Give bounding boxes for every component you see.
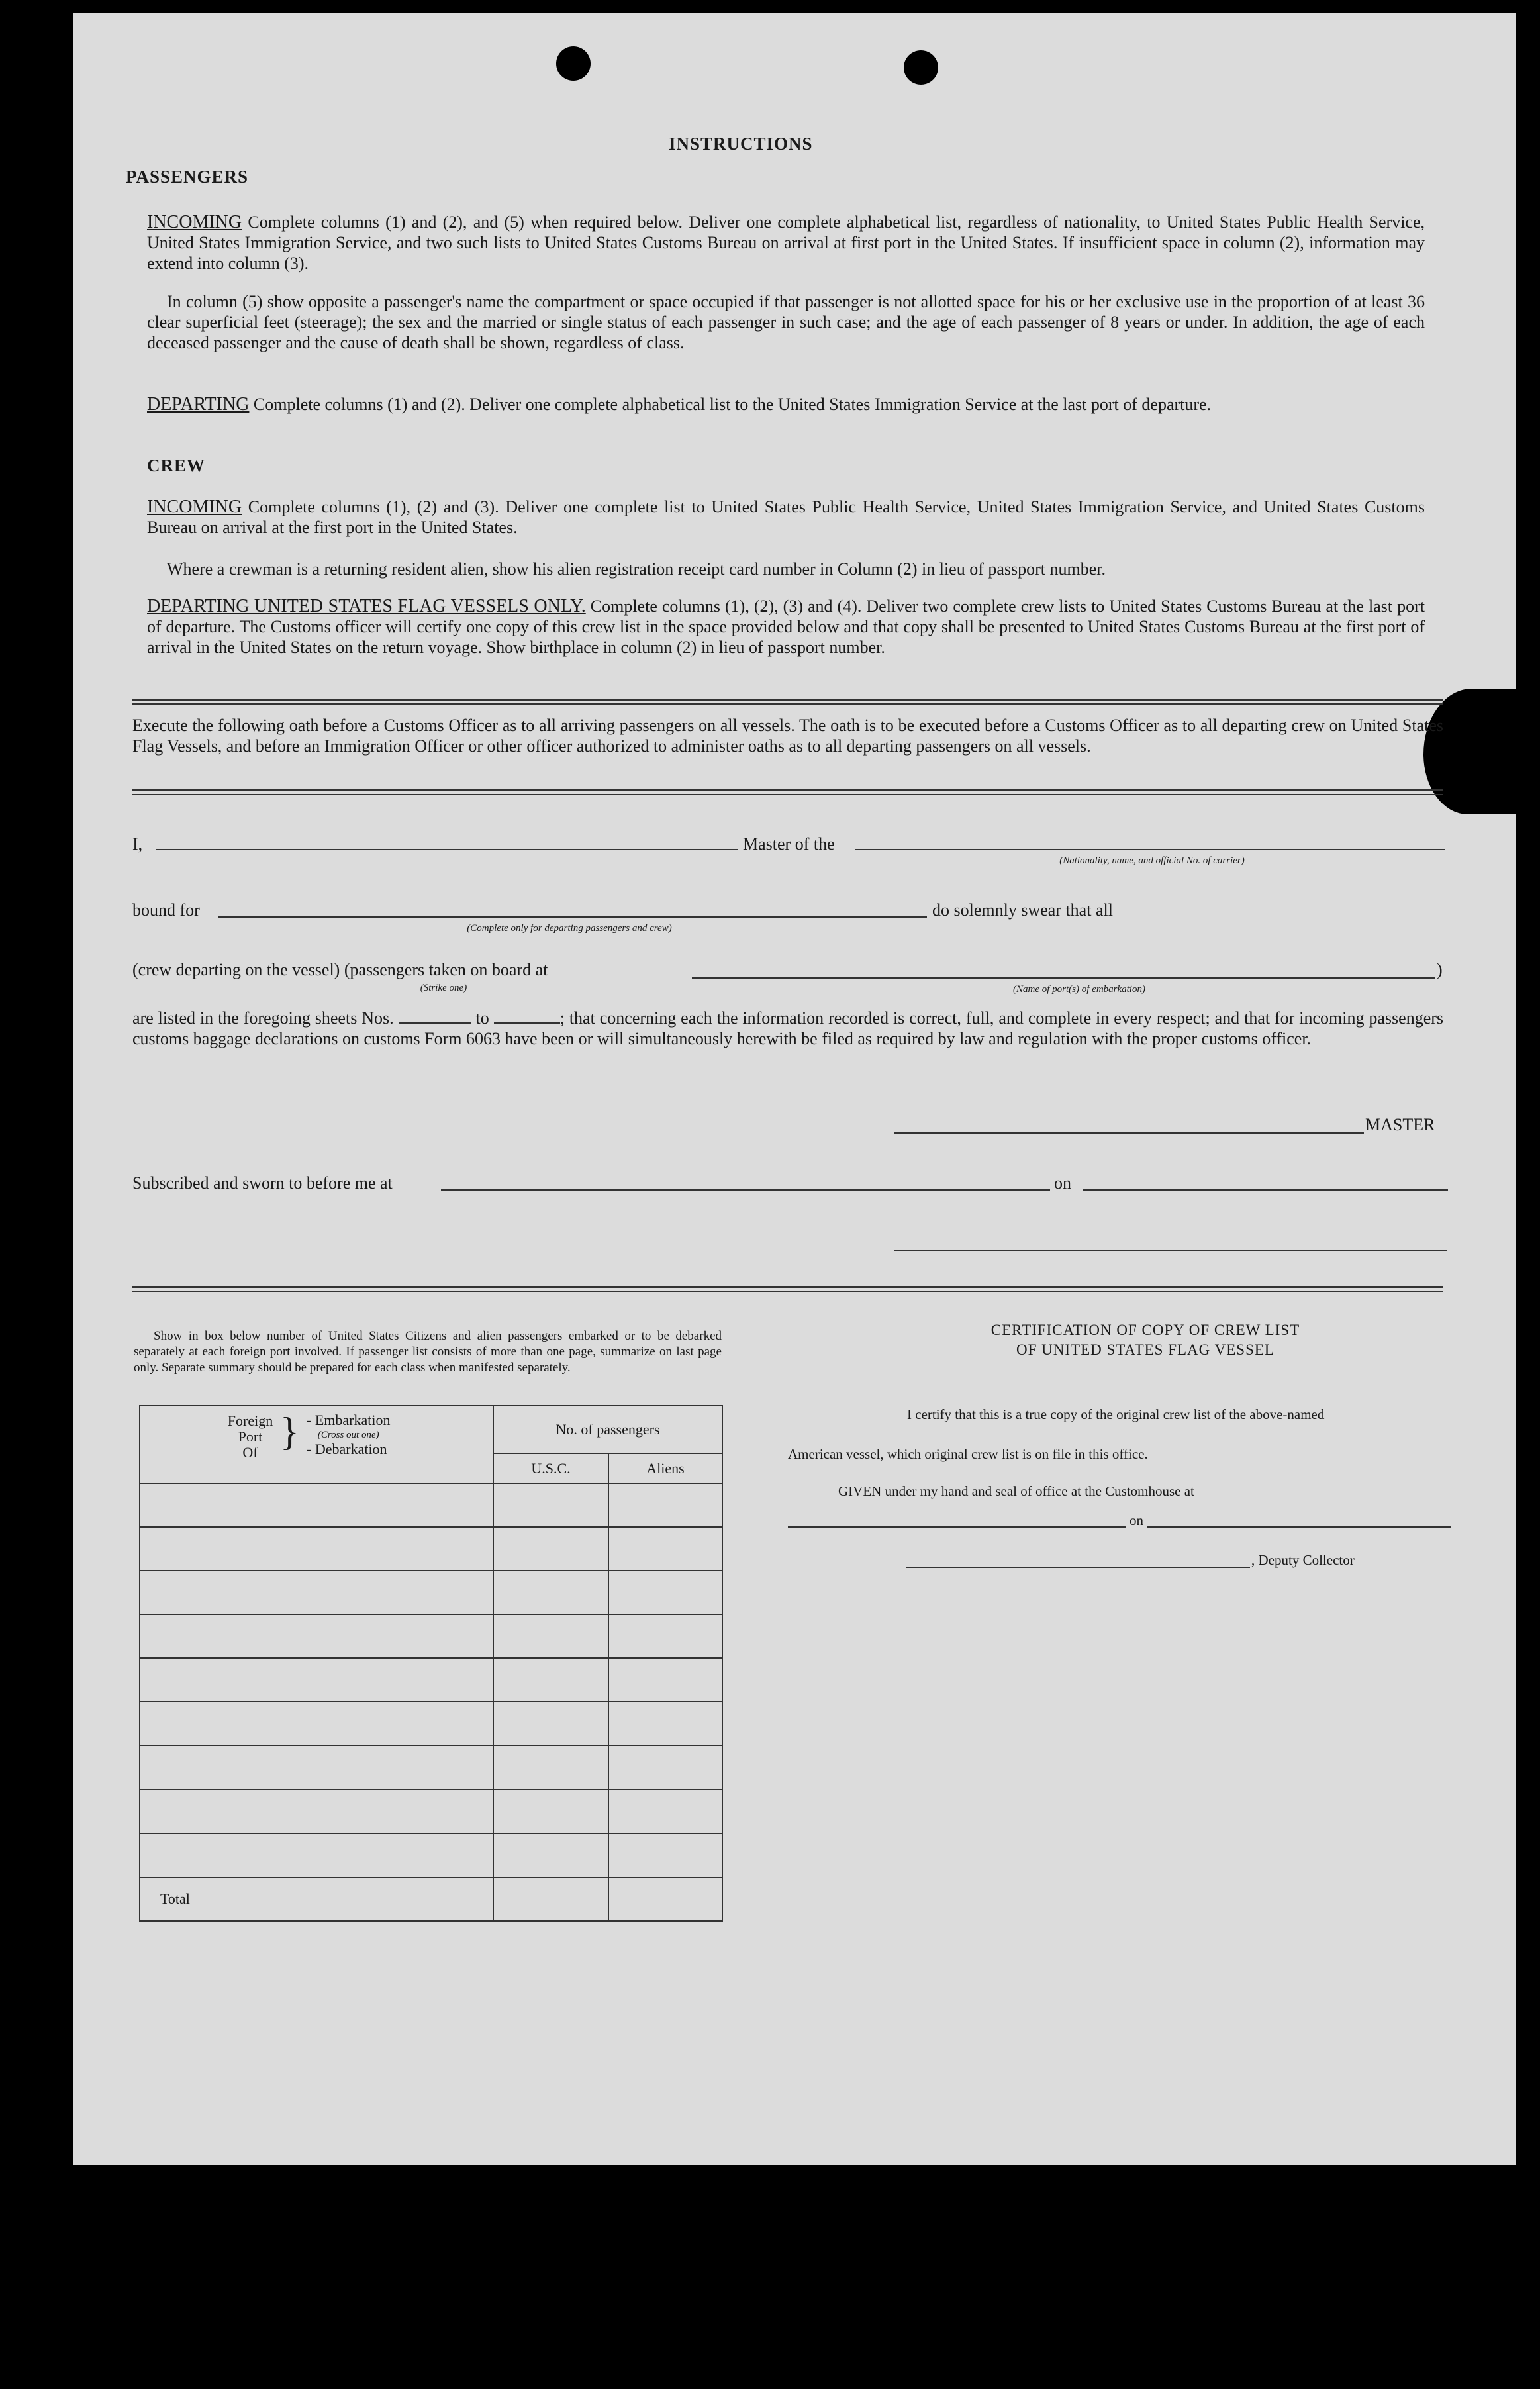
table-row[interactable] — [140, 1614, 722, 1658]
carrier-caption: (Nationality, name, and official No. of carrier) — [1059, 855, 1245, 866]
master-label: MASTER — [1365, 1115, 1435, 1134]
master-of-label: Master of the — [743, 834, 835, 853]
carrier-field[interactable] — [855, 849, 1445, 850]
oath-intro: Execute the following oath before a Customs Officer as to all arriving passengers on all vessels. The oath is to be executed before a Customs Officer as to all departing crew on United States Flag Vessels, and before an Immigration Officer or other officer authorized to administer oaths as to all departing passengers on all vessels. — [132, 716, 1443, 756]
cert-date-field[interactable] — [1147, 1526, 1451, 1528]
usc-header: U.S.C. — [493, 1453, 608, 1483]
foreign-port-of-label — [217, 1413, 283, 1461]
embarkation-label: - Embarkation — [307, 1412, 391, 1428]
listed-label: are listed in the foregoing sheets Nos. — [132, 1008, 394, 1028]
cross-out-label: (Cross out one) — [317, 1430, 379, 1440]
table-row[interactable] — [140, 1658, 722, 1702]
total-label: Total — [140, 1877, 493, 1921]
given-text: GIVEN under my hand and seal of office at the Customhouse at — [838, 1483, 1194, 1499]
crew-departing-text: Complete columns (1), (2), (3) and (4). Deliver two complete crew lists to United States Customs Bureau at the last port of departure. The Customs officer will certify one copy of this crew list in the space provided below and that copy shall be presented to United States Customs Bureau at the first port of arrival in the United States on the return voyage. Show birthplace in column (2) in lieu of passport number. — [147, 597, 1425, 657]
officer-signature-field[interactable] — [894, 1250, 1447, 1251]
bound-for-field[interactable] — [218, 916, 927, 918]
crew-departing-label-line: (crew departing on the vessel) (passengers taken on board at — [132, 960, 548, 979]
divider-3b — [132, 1291, 1443, 1292]
passengers-departing-paragraph — [147, 394, 1425, 414]
of-label: Of — [242, 1444, 258, 1461]
embarkation-port-field[interactable] — [692, 977, 1435, 979]
no-of-passengers-header: No. of passengers — [493, 1406, 722, 1453]
port-label: Port — [238, 1428, 263, 1445]
swear-label: do solemnly swear that all — [932, 901, 1113, 920]
debarkation-label: - Debarkation — [307, 1441, 387, 1457]
column5-paragraph: In column (5) show opposite a passenger's name the compartment or space occupied if that passenger is not allotted space for his or her exclusive use in the proportion of at least 36 clear superficial feet (steerage); the sex and the married or single status of each passenger in such case; and the age of each passenger of 8 years or under. In addition, the age of each deceased passenger and the cause of death shall be shown, regardless of class. — [147, 292, 1425, 352]
passengers-incoming-label: INCOMING — [147, 212, 242, 232]
crew-heading: CREW — [147, 456, 206, 475]
bound-caption: (Complete only for departing passengers and crew) — [467, 923, 672, 934]
certify-text: I certify that this is a true copy of the original crew list of the above-named — [907, 1406, 1325, 1422]
total-row[interactable] — [140, 1877, 722, 1921]
table-row[interactable] — [140, 1571, 722, 1614]
summary-note: Show in box below number of United States Citizens and alien passengers embarked or to be debarked separately at each foreign port involved. If passenger list consists of more than one page, summarize on last page only. Separate summary should be prepared for each class when manifested separately. — [134, 1329, 722, 1375]
master-signature-field[interactable] — [894, 1132, 1364, 1134]
listed-paragraph — [132, 1008, 1443, 1049]
divider-2b — [132, 794, 1443, 795]
subscribed-on-label: on — [1054, 1173, 1071, 1193]
punch-hole-right — [904, 50, 938, 85]
divider-3 — [132, 1286, 1443, 1288]
divider-1b — [132, 703, 1443, 705]
certification-title — [894, 1320, 1397, 1360]
instructions-title: INSTRUCTIONS — [669, 134, 813, 154]
table-row[interactable] — [140, 1833, 722, 1877]
cert-on-label: on — [1130, 1512, 1143, 1528]
passengers-incoming-text: Complete columns (1) and (2), and (5) when required below. Deliver one complete alphabetical list, regardless of nationality, to United States Public Health Service, United States Immigration Service, and two such lists to United States Customs Bureau on arrival at first port in the United States. If insufficient space in column (2), information may extend into column (3). — [147, 213, 1425, 273]
table-row[interactable] — [140, 1790, 722, 1833]
table-row[interactable] — [140, 1483, 722, 1527]
subscribed-date-field[interactable] — [1083, 1189, 1448, 1191]
passengers-incoming-paragraph — [147, 212, 1425, 273]
crew-departing-paragraph — [147, 596, 1425, 658]
sheet-from-field[interactable] — [399, 1022, 471, 1024]
deputy-collector-signature-field[interactable] — [906, 1567, 1250, 1568]
divider-1 — [132, 699, 1443, 701]
crewman-paragraph: Where a crewman is a returning resident alien, show his alien registration receipt card number in Column (2) in lieu of passport number. — [167, 560, 1106, 579]
certification-title-line1: CERTIFICATION OF COPY OF CREW LIST — [990, 1322, 1300, 1338]
crew-incoming-label: INCOMING — [147, 497, 242, 517]
crew-departing-label: DEPARTING UNITED STATES FLAG VESSELS ONLY. — [147, 596, 586, 616]
subscribed-place-field[interactable] — [441, 1189, 1050, 1191]
bound-for-label: bound for — [132, 901, 200, 920]
port-caption: (Name of port(s) of embarkation) — [1013, 984, 1145, 995]
deputy-collector-label: , Deputy Collector — [1251, 1552, 1355, 1568]
certification-title-line2: OF UNITED STATES FLAG VESSEL — [1016, 1341, 1275, 1358]
foreign-label: Foreign — [227, 1412, 273, 1429]
i-label: I, — [132, 834, 143, 853]
crew-incoming-paragraph — [147, 497, 1425, 538]
brace-glyph: } — [280, 1410, 299, 1453]
master-name-field[interactable] — [156, 849, 738, 850]
aliens-header: Aliens — [608, 1453, 722, 1483]
statement-text: ; that concerning each the information recorded is correct, full, and complete in every respect; and that for incoming passengers customs baggage declarations on customs Form 6063 have been or will simultaneously herewith be filed as required by law and regulation with the proper customs officer. — [132, 1008, 1444, 1048]
passengers-departing-label: DEPARTING — [147, 394, 250, 414]
customhouse-field[interactable] — [788, 1526, 1126, 1528]
ports-summary-table — [139, 1405, 723, 1922]
crew-incoming-text: Complete columns (1), (2) and (3). Deliver one complete list to United States Public Health Service, United States Immigration Service, and United States Customs Bureau on arrival at the first port in the United States. — [147, 497, 1425, 537]
table-row[interactable] — [140, 1702, 722, 1745]
document-sheet — [73, 13, 1516, 2165]
american-vessel-text: American vessel, which original crew list is on file in this office. — [788, 1446, 1148, 1462]
divider-2 — [132, 789, 1443, 791]
punch-hole-left — [556, 46, 591, 81]
subscribed-label: Subscribed and sworn to before me at — [132, 1173, 393, 1193]
table-row[interactable] — [140, 1527, 722, 1571]
foreign-port-header — [140, 1406, 493, 1483]
close-paren: ) — [1437, 960, 1443, 979]
embark-debark-labels — [307, 1413, 390, 1457]
passengers-heading: PASSENGERS — [126, 167, 249, 187]
strike-caption: (Strike one) — [420, 983, 467, 993]
sheet-to-field[interactable] — [494, 1022, 560, 1024]
table-row[interactable] — [140, 1745, 722, 1789]
passengers-departing-text: Complete columns (1) and (2). Deliver one complete alphabetical list to the United States Immigration Service at the last port of departure. — [253, 395, 1212, 414]
to-label: to — [475, 1008, 489, 1028]
